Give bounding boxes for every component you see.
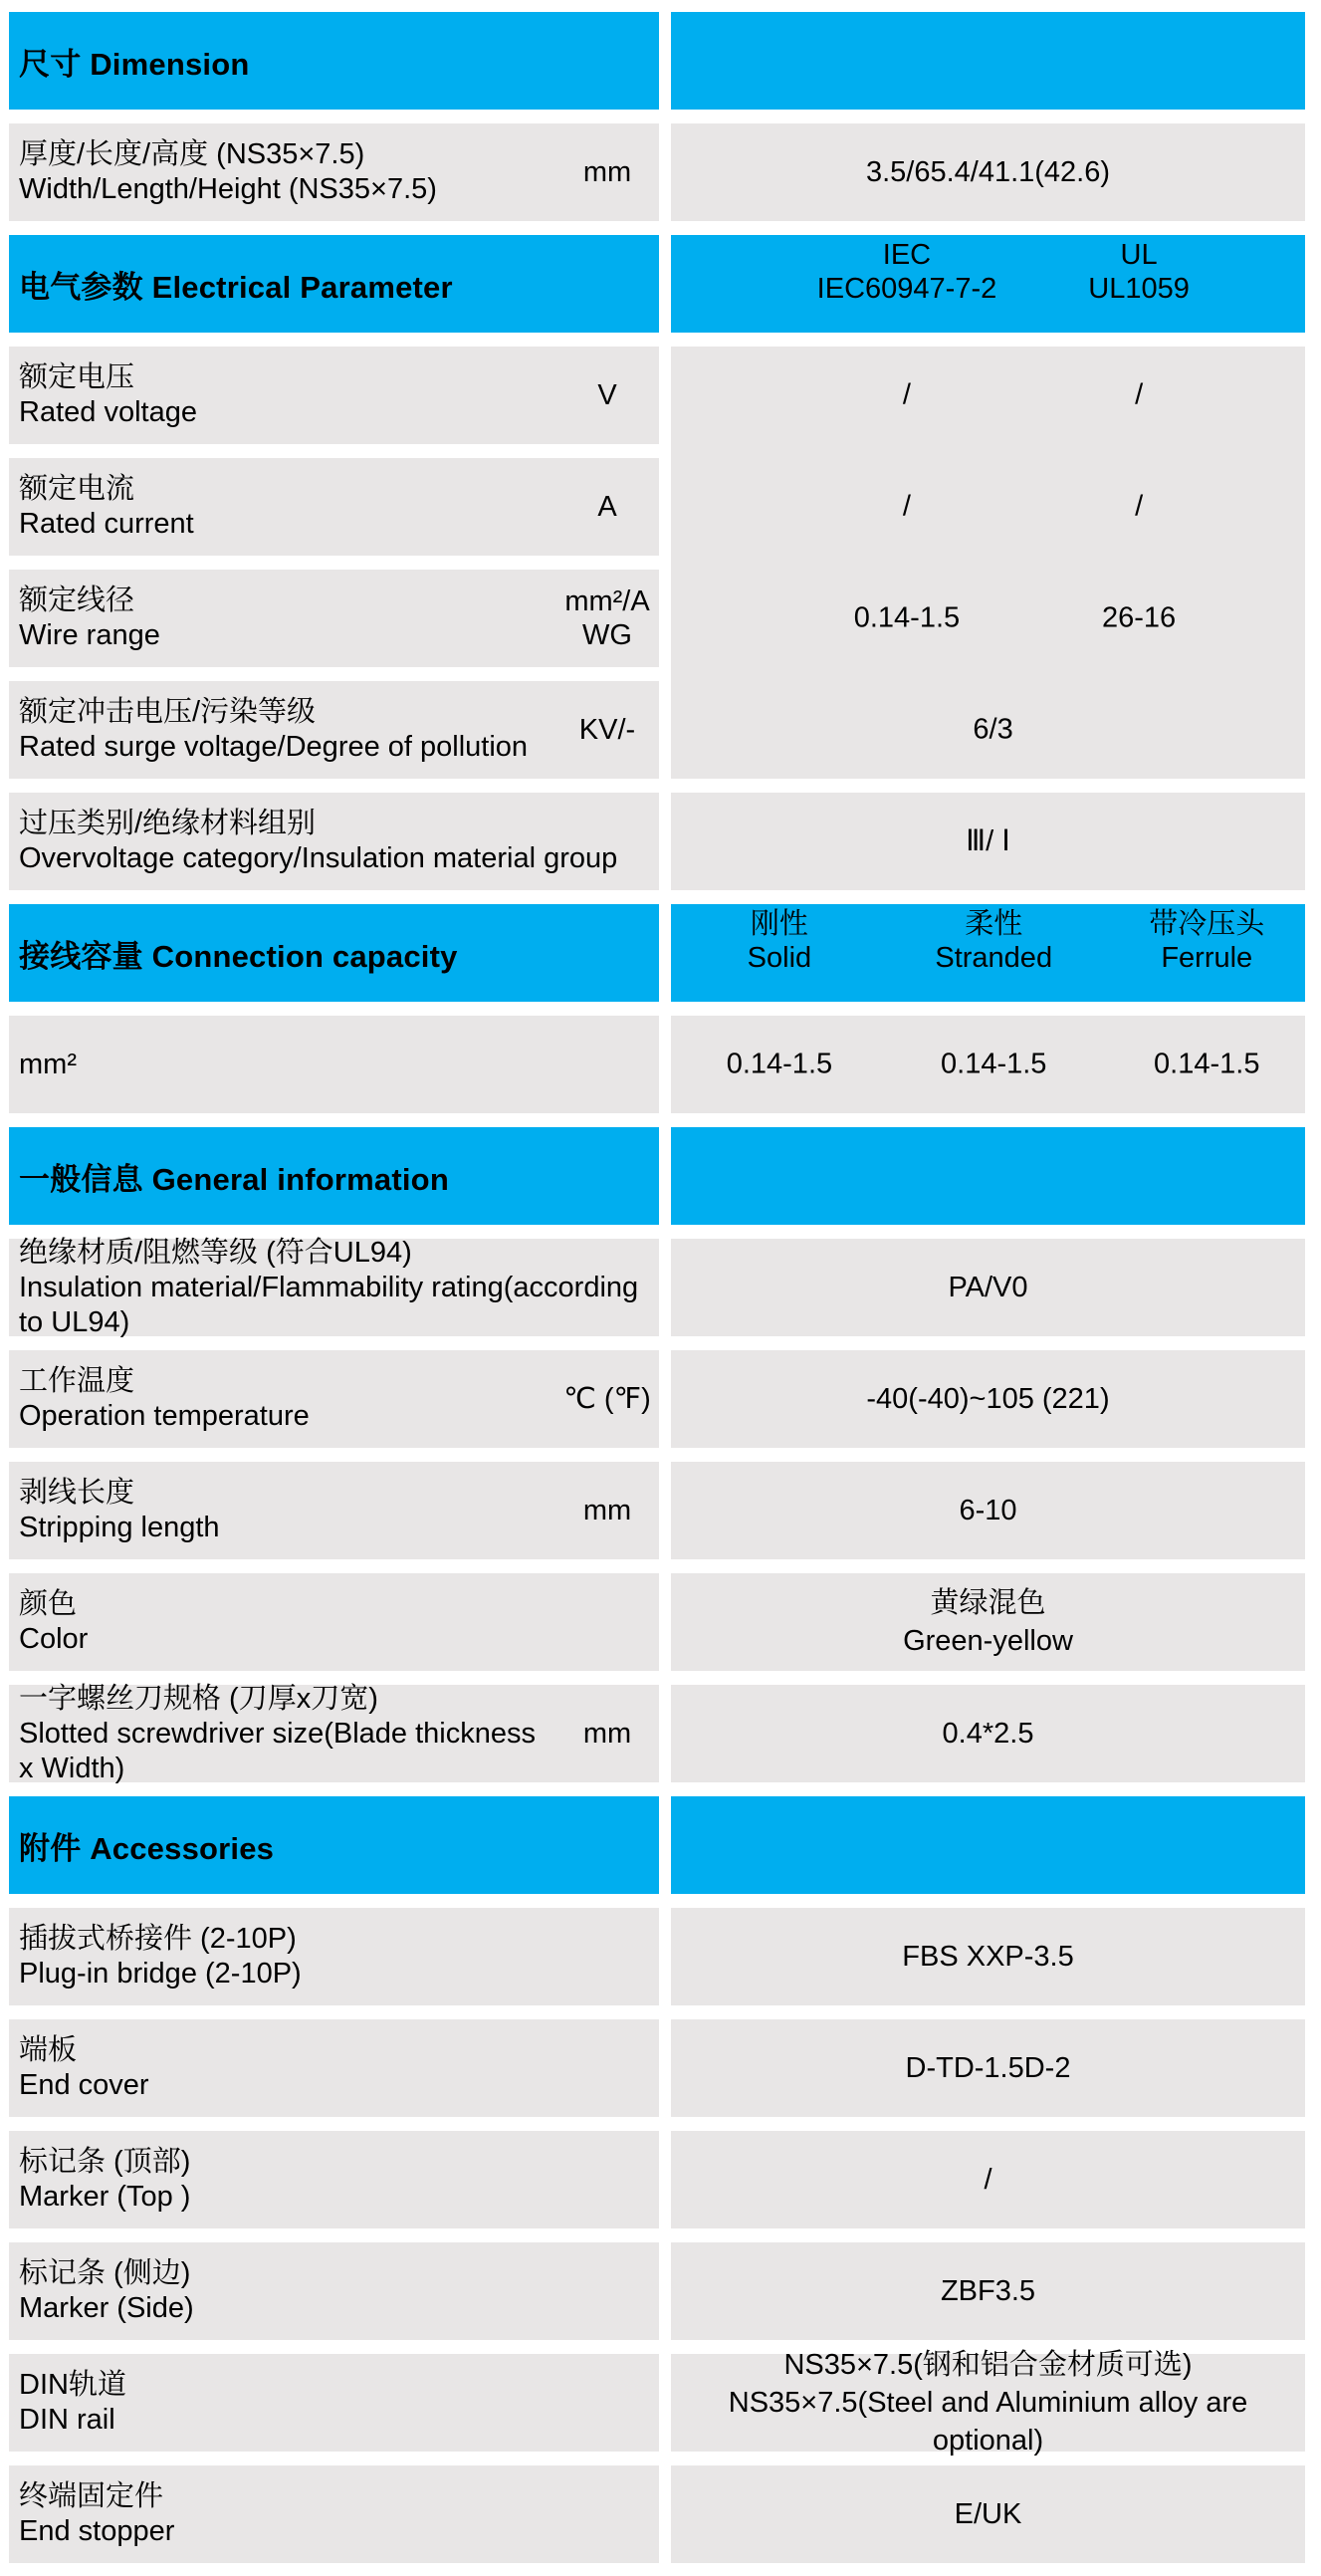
row-marker-top-value-cell bbox=[671, 2131, 1305, 2228]
row-color-label-cell bbox=[9, 1573, 659, 1671]
row-label-zh: 工作温度 bbox=[19, 1365, 135, 1397]
row-screwdriver-value-cell bbox=[671, 1685, 1305, 1782]
row-label bbox=[19, 584, 555, 653]
value-capacity-solid: 0.14-1.5 bbox=[726, 1048, 833, 1080]
row-value-zh: 黄绿混色 bbox=[930, 1587, 1046, 1619]
row-unit: mm²/AWG bbox=[564, 585, 650, 651]
row-label-zh: 插拔式桥接件 (2-10P) bbox=[19, 1923, 297, 1955]
row-label-en: Wire range bbox=[19, 619, 160, 651]
row-rated-voltage-label-cell bbox=[9, 347, 659, 444]
column-header-stranded-zh: 柔性 bbox=[965, 908, 1023, 940]
row-unit: ℃ (℉) bbox=[563, 1383, 651, 1415]
row-din-rail-label-cell bbox=[9, 2354, 659, 2452]
row-unit: mm bbox=[582, 156, 632, 188]
row-label-en: Insulation material/Flammability rating(according to UL94) bbox=[19, 1271, 639, 1338]
row-label-en: Stripping length bbox=[19, 1512, 220, 1543]
row-label-en: Rated current bbox=[19, 508, 194, 540]
column-header-solid bbox=[748, 907, 812, 975]
section-header-general bbox=[9, 1127, 659, 1225]
row-stripping-value-cell bbox=[671, 1462, 1305, 1559]
row-end-cover-value-cell bbox=[671, 2019, 1305, 2117]
row-label-zh: 标记条 (顶部) bbox=[19, 2146, 191, 2178]
row-value: / bbox=[984, 2164, 992, 2196]
row-stripping-label-cell bbox=[9, 1462, 659, 1559]
row-label-zh: 标记条 (侧边) bbox=[19, 2257, 191, 2289]
row-label-zh: 额定电压 bbox=[19, 361, 135, 393]
row-capacity-label-cell bbox=[9, 1016, 659, 1113]
row-label-en: End cover bbox=[19, 2069, 149, 2101]
column-header-ul-standard: UL1059 bbox=[1088, 273, 1190, 305]
row-label-en: Color bbox=[19, 1623, 89, 1655]
column-header-stranded-en: Stranded bbox=[935, 942, 1053, 974]
value-capacity-stranded: 0.14-1.5 bbox=[941, 1048, 1047, 1080]
row-value: D-TD-1.5D-2 bbox=[905, 2052, 1071, 2084]
value-rated-current-iec: / bbox=[902, 490, 911, 523]
row-label-zh: 剥线长度 bbox=[19, 1477, 135, 1509]
section-title-dimension: 尺寸 Dimension bbox=[19, 46, 250, 82]
row-unit: A bbox=[597, 491, 617, 523]
row-label-en: Plug-in bridge (2-10P) bbox=[19, 1958, 302, 1990]
row-label bbox=[19, 1048, 659, 1082]
section-header-general-right-panel bbox=[671, 1127, 1305, 1225]
row-label-zh: 颜色 bbox=[19, 1588, 78, 1620]
row-label bbox=[19, 1682, 555, 1786]
row-label bbox=[19, 695, 555, 765]
row-label bbox=[19, 2479, 659, 2549]
row-surge-label-cell bbox=[9, 681, 659, 779]
row-unit: V bbox=[597, 379, 617, 411]
row-label-en: Rated surge voltage/Degree of pollution bbox=[19, 731, 529, 763]
section-title-general: 一般信息 General information bbox=[19, 1161, 449, 1197]
row-label-zh: 额定电流 bbox=[19, 473, 135, 505]
column-header-solid-en: Solid bbox=[747, 942, 812, 974]
row-color-value-cell bbox=[671, 1573, 1305, 1671]
column-header-ferrule-zh: 带冷压头 bbox=[1149, 908, 1265, 940]
row-marker-side-value-cell bbox=[671, 2242, 1305, 2340]
value-wire-range-iec: 0.14-1.5 bbox=[853, 601, 961, 634]
row-value: ZBF3.5 bbox=[940, 2275, 1036, 2307]
row-label-en: Overvoltage category/Insulation material group bbox=[19, 842, 618, 874]
section-title-connection: 接线容量 Connection capacity bbox=[19, 938, 458, 974]
row-end-stopper-label-cell bbox=[9, 2465, 659, 2563]
row-insulation-label-cell bbox=[9, 1236, 659, 1338]
row-wire-range-label-cell bbox=[9, 570, 659, 667]
value-rated-voltage-iec: / bbox=[902, 378, 911, 411]
row-label bbox=[19, 2256, 659, 2326]
row-dimension-size-value-cell bbox=[671, 123, 1305, 221]
electrical-values-panel bbox=[671, 347, 1305, 779]
section-header-connection bbox=[9, 904, 659, 1002]
row-temperature-label-cell bbox=[9, 1350, 659, 1448]
value-rated-voltage-ul: / bbox=[1135, 378, 1144, 411]
row-label bbox=[19, 2145, 659, 2215]
row-label-en: Marker (Top ) bbox=[19, 2181, 191, 2213]
row-unit: mm bbox=[582, 1495, 632, 1526]
row-label-en: Slotted screwdriver size(Blade thickness x Width) bbox=[19, 1717, 536, 1784]
section-header-electrical-columns bbox=[671, 235, 1305, 333]
row-rated-current-label-cell bbox=[9, 458, 659, 556]
row-bridge-value-cell bbox=[671, 1908, 1305, 2005]
row-screwdriver-label-cell bbox=[9, 1682, 659, 1784]
column-header-ferrule bbox=[1149, 907, 1264, 975]
row-overvoltage-value-cell bbox=[671, 793, 1305, 890]
row-value: 0.4*2.5 bbox=[942, 1718, 1034, 1750]
row-label-en: DIN rail bbox=[19, 2404, 115, 2436]
row-value: Ⅲ/ Ⅰ bbox=[966, 825, 1010, 857]
column-header-ferrule-en: Ferrule bbox=[1161, 942, 1253, 974]
row-label bbox=[19, 137, 555, 207]
row-value: 3.5/65.4/41.1(42.6) bbox=[865, 156, 1111, 188]
row-label-zh: mm² bbox=[19, 1048, 77, 1080]
row-label-en: Width/Length/Height (NS35×7.5) bbox=[19, 173, 437, 205]
row-value-en: Green-yellow bbox=[903, 1625, 1073, 1657]
column-header-iec-label: IEC bbox=[882, 239, 932, 271]
row-label-zh: 一字螺丝刀规格 (刀厚x刀宽) bbox=[19, 1682, 378, 1715]
row-label bbox=[19, 1922, 659, 1991]
row-value: -40(-40)~105 (221) bbox=[866, 1383, 1110, 1415]
row-label bbox=[19, 1476, 555, 1545]
row-value: E/UK bbox=[954, 2498, 1022, 2530]
section-header-accessories-right-panel bbox=[671, 1796, 1305, 1894]
column-header-ul-label: UL bbox=[1120, 239, 1158, 271]
row-label bbox=[19, 807, 659, 876]
row-label-zh: 绝缘材质/阻燃等级 (符合UL94) bbox=[19, 1236, 412, 1269]
row-marker-top-label-cell bbox=[9, 2131, 659, 2228]
row-label bbox=[19, 2368, 659, 2438]
column-header-solid-zh: 刚性 bbox=[750, 908, 808, 940]
value-wire-range-ul: 26-16 bbox=[1102, 601, 1177, 634]
section-title-electrical: 电气参数 Electrical Parameter bbox=[19, 269, 453, 305]
value-surge: 6/3 bbox=[973, 713, 1013, 746]
spec-table bbox=[9, 12, 1305, 2563]
section-header-accessories bbox=[9, 1796, 659, 1894]
row-value: FBS XXP-3.5 bbox=[902, 1941, 1074, 1973]
row-label bbox=[19, 360, 555, 430]
row-capacity-values-cell bbox=[671, 1016, 1305, 1113]
section-header-dimension bbox=[9, 12, 659, 110]
column-header-iec bbox=[817, 238, 997, 306]
row-label-zh: 端板 bbox=[19, 2034, 78, 2066]
row-end-stopper-value-cell bbox=[671, 2465, 1305, 2563]
row-label bbox=[19, 1587, 659, 1657]
row-label-zh: 终端固定件 bbox=[19, 2480, 164, 2512]
section-title-accessories: 附件 Accessories bbox=[19, 1830, 275, 1866]
row-label-zh: DIN轨道 bbox=[19, 2369, 126, 2401]
row-dimension-size-label-cell bbox=[9, 123, 659, 221]
row-label bbox=[19, 472, 555, 542]
row-insulation-value-cell bbox=[671, 1239, 1305, 1336]
column-header-iec-standard: IEC60947-7-2 bbox=[816, 273, 997, 305]
row-bridge-label-cell bbox=[9, 1908, 659, 2005]
row-end-cover-label-cell bbox=[9, 2019, 659, 2117]
row-label-en: Marker (Side) bbox=[19, 2292, 194, 2324]
row-value: 6-10 bbox=[959, 1495, 1017, 1526]
row-unit: mm bbox=[582, 1718, 632, 1750]
row-label-en: End stopper bbox=[19, 2515, 175, 2547]
row-label bbox=[19, 1236, 659, 1340]
value-rated-current-ul: / bbox=[1135, 490, 1144, 523]
row-label-en: Rated voltage bbox=[19, 396, 197, 428]
row-label-zh: 厚度/长度/高度 (NS35×7.5) bbox=[19, 138, 365, 170]
row-label-zh: 额定冲击电压/污染等级 bbox=[19, 696, 317, 728]
row-unit: KV/- bbox=[578, 714, 636, 746]
row-label-zh: 过压类别/绝缘材料组别 bbox=[19, 808, 317, 839]
row-label bbox=[19, 1364, 555, 1434]
row-label bbox=[19, 2033, 659, 2103]
row-din-rail-value-cell bbox=[671, 2349, 1305, 2457]
row-value: PA/V0 bbox=[948, 1272, 1028, 1303]
row-temperature-value-cell bbox=[671, 1350, 1305, 1448]
section-header-connection-columns bbox=[671, 904, 1305, 1002]
value-capacity-ferrule: 0.14-1.5 bbox=[1154, 1048, 1260, 1080]
row-label-en: Operation temperature bbox=[19, 1400, 310, 1432]
column-header-stranded bbox=[935, 907, 1052, 975]
row-value-zh: NS35×7.5(钢和铝合金材质可选) bbox=[783, 2349, 1193, 2381]
row-marker-side-label-cell bbox=[9, 2242, 659, 2340]
section-header-electrical bbox=[9, 235, 659, 333]
row-value-en: NS35×7.5(Steel and Aluminium alloy are optional) bbox=[728, 2387, 1248, 2457]
section-header-dimension-right-panel bbox=[671, 12, 1305, 110]
column-header-ul bbox=[1088, 238, 1190, 306]
row-overvoltage-label-cell bbox=[9, 793, 659, 890]
row-label-zh: 额定线径 bbox=[19, 585, 135, 616]
